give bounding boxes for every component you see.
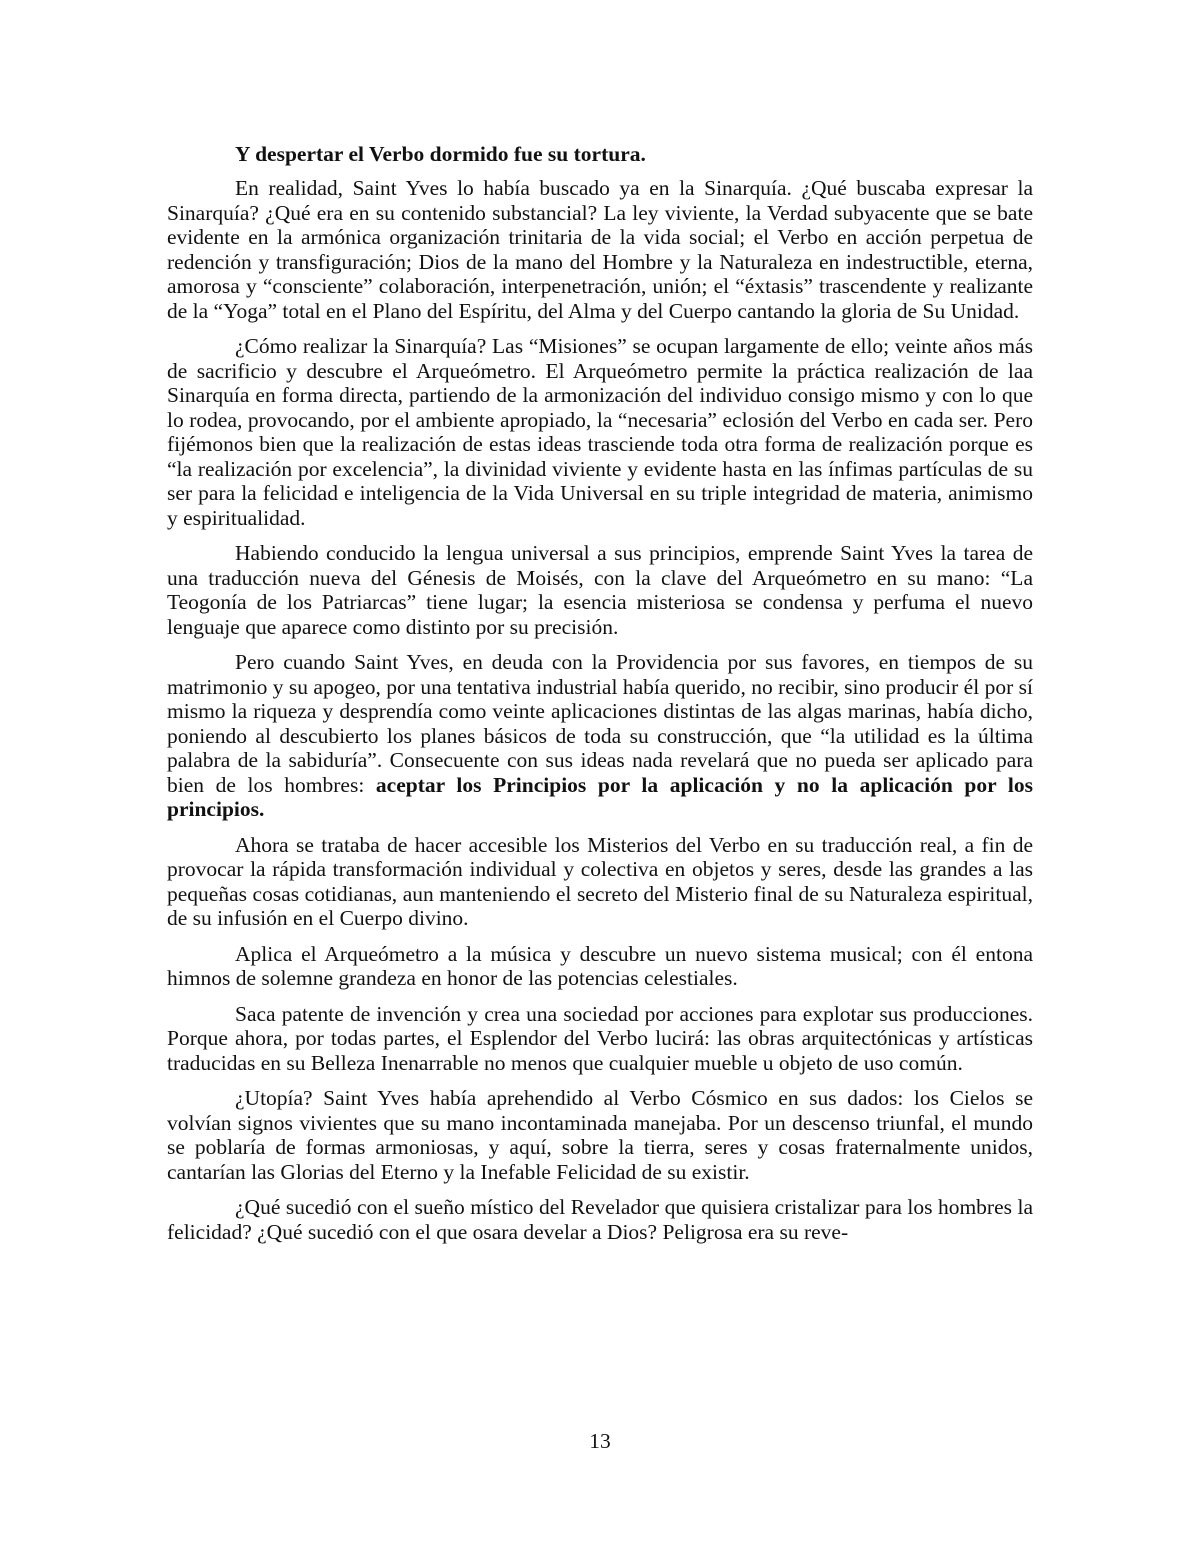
paragraph: Habiendo conducido la lengua universal a sus principios, emprende Saint Yves la tarea de una traducción nueva del Génesis de Moisés, con la clave del Arqueómetro en su mano: “La Teogonía de los Patriarcas” tiene lugar; la esencia misteriosa se condensa y perfuma el nuevo lenguaje que aparece como distinto por su precisión. [167, 541, 1033, 639]
paragraph: Ahora se trataba de hacer accesible los Misterios del Verbo en su traducción real, a fin de provocar la rápida transformación individual y colectiva en objetos y seres, desde las grandes a las pequeñas cosas cotidianas, aun manteniendo el secreto del Misterio final de su Naturaleza espiritual, de su infusión en el Cuerpo divino. [167, 832, 1033, 930]
paragraph: En realidad, Saint Yves lo había buscado ya en la Sinarquía. ¿Qué buscaba expresar la Sinarquía? ¿Qué era en su contenido substancial? La ley viviente, la Verdad subyacente que se bate evidente en la armónica organización trinitaria de la vida social; el Verbo en acción perpetua de redención y transfiguración; Dios de la mano del Hombre y la Naturaleza en indestructible, eterna, amorosa y “consciente” colaboración, interpenetración, unión; el “éxtasis” trascendente y realizante de la “Yoga” total en el Plano del Espíritu, del Alma y del Cuerpo cantando la gloria de Su Unidad. [167, 176, 1033, 323]
paragraph: ¿Utopía? Saint Yves había aprehendido al Verbo Cósmico en sus dados: los Cielos se volvían signos vivientes que su mano incontaminada manejaba. Por un descenso triunfal, el mundo se poblaría de formas armoniosas, y aquí, sobre la tierra, seres y cosas fraternalmente unidos, cantarían las Glorias del Eterno y la Inefable Felicidad de su existir. [167, 1086, 1033, 1184]
paragraph: ¿Cómo realizar la Sinarquía? Las “Misiones” se ocupan largamente de ello; veinte años más de sacrificio y descubre el Arqueómetro. El Arqueómetro permite la práctica realización de laa Sinarquía en forma directa, partiendo de la armonización del individuo consigo mismo y con lo que lo rodea, provocando, por el ambiente apropiado, la “necesaria” eclosión del Verbo en cada ser. Pero fijémonos bien que la realización de estas ideas trasciende toda otra forma de realización porque es “la realización por excelencia”, la divinidad viviente y evidente hasta en las ínfimas partículas de su ser para la felicidad e inteligencia de la Vida Universal en su triple integridad de materia, animismo y espiritualidad. [167, 334, 1033, 530]
section-heading: Y despertar el Verbo dormido fue su tortura. [235, 142, 646, 166]
paragraph: Aplica el Arqueómetro a la música y descubre un nuevo sistema musical; con él entona himnos de solemne grandeza en honor de las potencias celestiales. [167, 941, 1033, 990]
paragraph-text: Pero cuando Saint Yves, en deuda con la Providencia por sus favores, en tiempos de su matrimonio y su apogeo, por una tentativa industrial había querido, no recibir, sino producir él por sí mismo la riqueza y desprendía como veinte aplicaciones distintas de las algas marinas, había dicho, poniendo al descubierto los planes básicos de toda su construcción, que “la utilidad es la última palabra de la sabiduría”. Consecuente con sus ideas nada revelará que no pueda ser aplicado para bien de los hombres: [167, 650, 1033, 797]
page-number: 13 [589, 1429, 611, 1453]
paragraph: ¿Qué sucedió con el sueño místico del Revelador que quisiera cristalizar para los hombres la felicidad? ¿Qué sucedió con el que osara develar a Dios? Peligrosa era su reve- [167, 1195, 1033, 1244]
paragraph-with-emphasis [167, 650, 1033, 822]
emphasis-text: aceptar los Principios por la aplicación y no la aplicación por los principios. [167, 772, 1033, 821]
document-page [167, 141, 1033, 1255]
paragraph: Saca patente de invención y crea una sociedad por acciones para explotar sus producciones. Porque ahora, por todas partes, el Esplendor del Verbo lucirá: las obras arquitectónicas y artísticas traducidas en su Belleza Inenarrable no menos que cualquier mueble u objeto de uso común. [167, 1001, 1033, 1075]
